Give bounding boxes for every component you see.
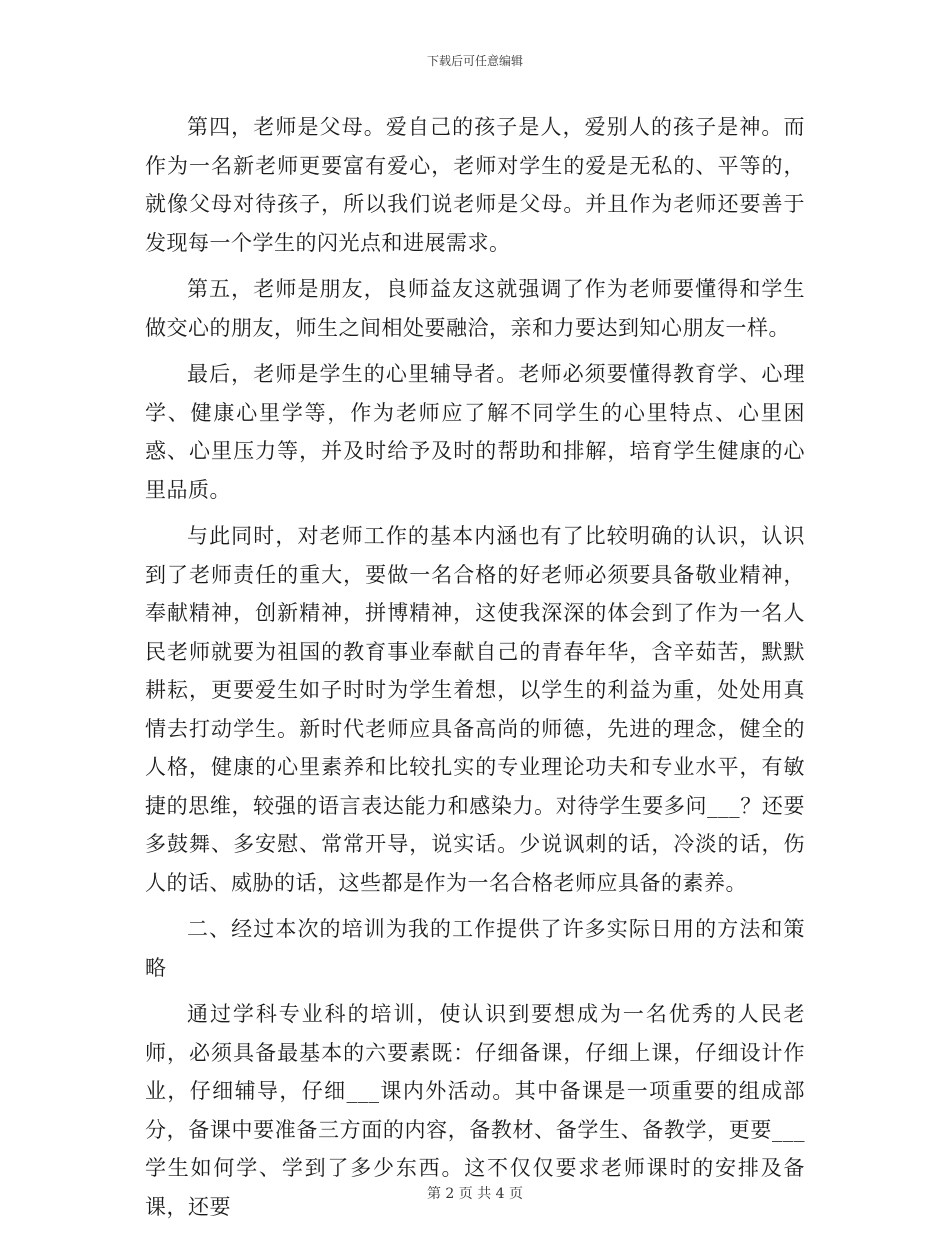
page-header: 下载后可任意编辑: [426, 54, 523, 68]
section-heading-training-methods: 二、经过本次的培训为我的工作提供了许多实际日用的方法和策略: [145, 917, 805, 980]
page-number: 第 2 页 共 4 页: [426, 1186, 524, 1202]
paragraph-teacher-responsibility: 与此同时，对老师工作的基本内涵也有了比较明确的认识，认识到了老师责任的重大，要做一名合格的好老师必须要具备敬业精神，奉献精神，创新精神，拼博精神，这使我深深的体会到了作为一名人民老师就要为祖国的教育事业奉献自己的青春年华，含辛茹苦，默默耕耘，更要爱生如子时时为学生着想，以学生的利益为重，处处用真情去打动学生。新时代老师应具备高尚的师德，先进的理念，健全的人格，健康的心里素养和比较扎实的专业理论功夫和专业水平，有敏捷的思维，较强的语言表达能力和感染力。对待学生要多问___？还要多鼓舞、多安慰、常常开导，说实话。少说讽刺的话，冷淡的话，伤人的话、威胁的话，这些都是作为一名合格老师应具备的素养。: [145, 524, 805, 895]
paragraph-teacher-as-parent: 第四，老师是父母。爱自己的孩子是人，爱别人的孩子是神。而作为一名新老师更要富有爱心，老师对学生的爱是无私的、平等的，就像父母对待孩子，所以我们说老师是父母。并且作为老师还要善于发现每一个学生的闪光点和进展需求。: [145, 115, 805, 255]
paragraph-teacher-as-friend: 第五，老师是朋友，良师益友这就强调了作为老师要懂得和学生做交心的朋友，师生之间相处要融洽，亲和力要达到知心朋友一样。: [145, 277, 805, 340]
paragraph-teacher-as-counselor: 最后，老师是学生的心里辅导者。老师必须要懂得教育学、心理学、健康心里学等，作为老师应了解不同学生的心里特点、心里困惑、心里压力等，并及时给予及时的帮助和排解，培育学生健康的心里品质。: [145, 362, 805, 502]
document-body: [145, 108, 805, 1234]
paragraph-subject-training: 通过学科专业科的培训，使认识到要想成为一名优秀的人民老师，必须具备最基本的六要素既：仔细备课，仔细上课，仔细设计作业，仔细辅导，仔细___课内外活动。其中备课是一项重要的组成部分，备课中要准备三方面的内容，备教材、备学生、备教学，更要___学生如何学、学到了多少东西。这不仅仅要求老师课时的安排及备课，还要: [145, 1002, 805, 1219]
